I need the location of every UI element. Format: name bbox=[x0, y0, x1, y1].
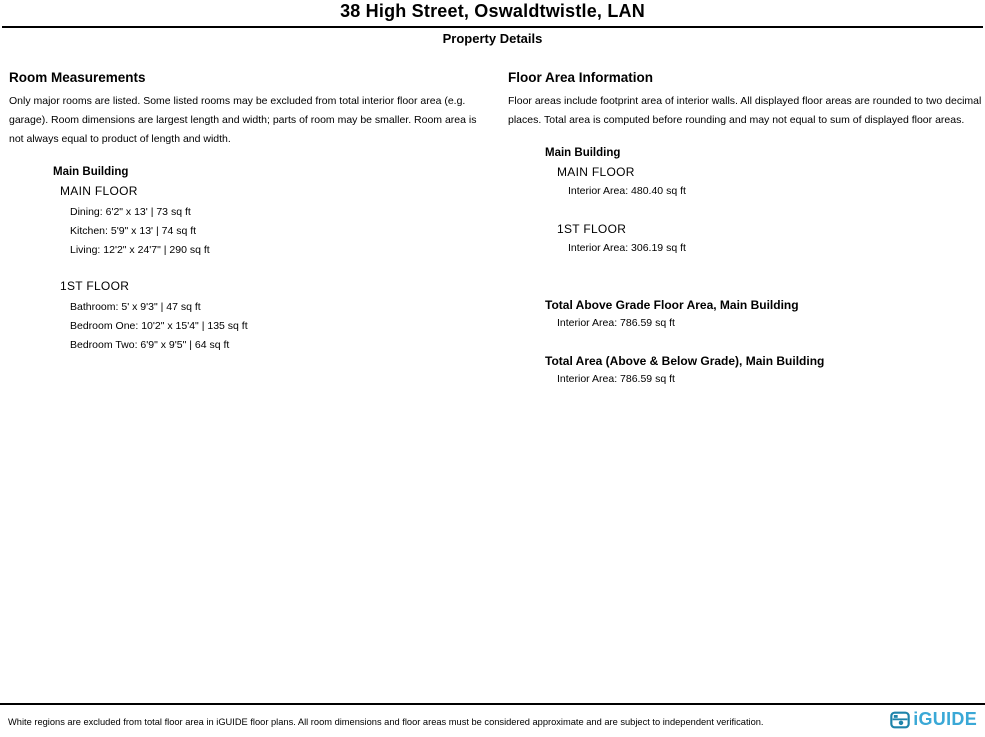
floor-name: MAIN FLOOR bbox=[60, 184, 138, 198]
footer bbox=[8, 709, 977, 730]
room-measurement: Dining: 6'2" x 13' | 73 sq ft bbox=[70, 206, 191, 218]
interior-area-value: Interior Area: 786.59 sq ft bbox=[557, 373, 675, 385]
room-measurements-section bbox=[9, 70, 493, 355]
total-label: Total Above Grade Floor Area, Main Building bbox=[545, 298, 799, 312]
room-measurement: Bedroom Two: 6'9" x 9'5" | 64 sq ft bbox=[70, 339, 230, 351]
iguide-camera-icon bbox=[890, 710, 910, 730]
interior-area-value: Interior Area: 480.40 sq ft bbox=[568, 185, 686, 197]
floor-area-section bbox=[508, 70, 985, 386]
totals-group bbox=[545, 298, 985, 386]
floor-area-description: Floor areas include footprint area of interior walls. All displayed floor areas are rounded to two decimal places. Total area is computed before rounding and may not equal to sum of displayed floor areas. bbox=[508, 95, 982, 126]
floor-name: 1ST FLOOR bbox=[557, 222, 627, 236]
page-title: 38 High Street, Oswaldtwistle, LAN bbox=[340, 1, 645, 21]
floor-name: 1ST FLOOR bbox=[60, 279, 130, 293]
room-measurement: Bedroom One: 10'2" x 15'4" | 135 sq ft bbox=[70, 320, 248, 332]
total-above-grade-block bbox=[545, 298, 985, 330]
footer-disclaimer: White regions are excluded from total floor area in iGUIDE floor plans. All room dimensions and floor areas must be considered approximate and are subject to independent verification. bbox=[8, 717, 764, 727]
floor-block-main-floor bbox=[60, 184, 493, 260]
room-measurements-building bbox=[53, 165, 493, 355]
header-divider bbox=[2, 26, 983, 28]
page-subtitle: Property Details bbox=[442, 31, 543, 46]
total-above-below-grade-block bbox=[545, 354, 985, 386]
room-measurement: Kitchen: 5'9" x 13' | 74 sq ft bbox=[70, 225, 197, 237]
total-label: Total Area (Above & Below Grade), Main Building bbox=[545, 354, 825, 368]
iguide-logo bbox=[890, 709, 977, 730]
building-name: Main Building bbox=[53, 166, 129, 178]
floor-area-block-1st-floor bbox=[557, 222, 985, 255]
room-list bbox=[60, 298, 493, 355]
building-name: Main Building bbox=[545, 147, 621, 159]
room-measurements-heading: Room Measurements bbox=[9, 70, 146, 85]
floor-area-building bbox=[545, 146, 985, 255]
floor-area-block-main-floor bbox=[557, 165, 985, 198]
room-measurements-description: Only major rooms are listed. Some listed rooms may be excluded from total interior floor area (e.g. garage). Room dimensions are largest length and width; parts of room may be smaller. Room area is not always equal to product of length and width. bbox=[9, 95, 477, 145]
iguide-logo-text: iGUIDE bbox=[913, 709, 977, 729]
floor-area-heading: Floor Area Information bbox=[508, 70, 654, 85]
room-list bbox=[60, 203, 493, 260]
interior-area-value: Interior Area: 306.19 sq ft bbox=[568, 242, 686, 254]
room-measurement: Living: 12'2" x 24'7" | 290 sq ft bbox=[70, 244, 210, 256]
floor-block-1st-floor bbox=[60, 279, 493, 355]
footer-divider bbox=[0, 703, 985, 705]
interior-area-value: Interior Area: 786.59 sq ft bbox=[557, 317, 675, 329]
floor-name: MAIN FLOOR bbox=[557, 165, 635, 179]
room-measurement: Bathroom: 5' x 9'3" | 47 sq ft bbox=[70, 301, 201, 313]
